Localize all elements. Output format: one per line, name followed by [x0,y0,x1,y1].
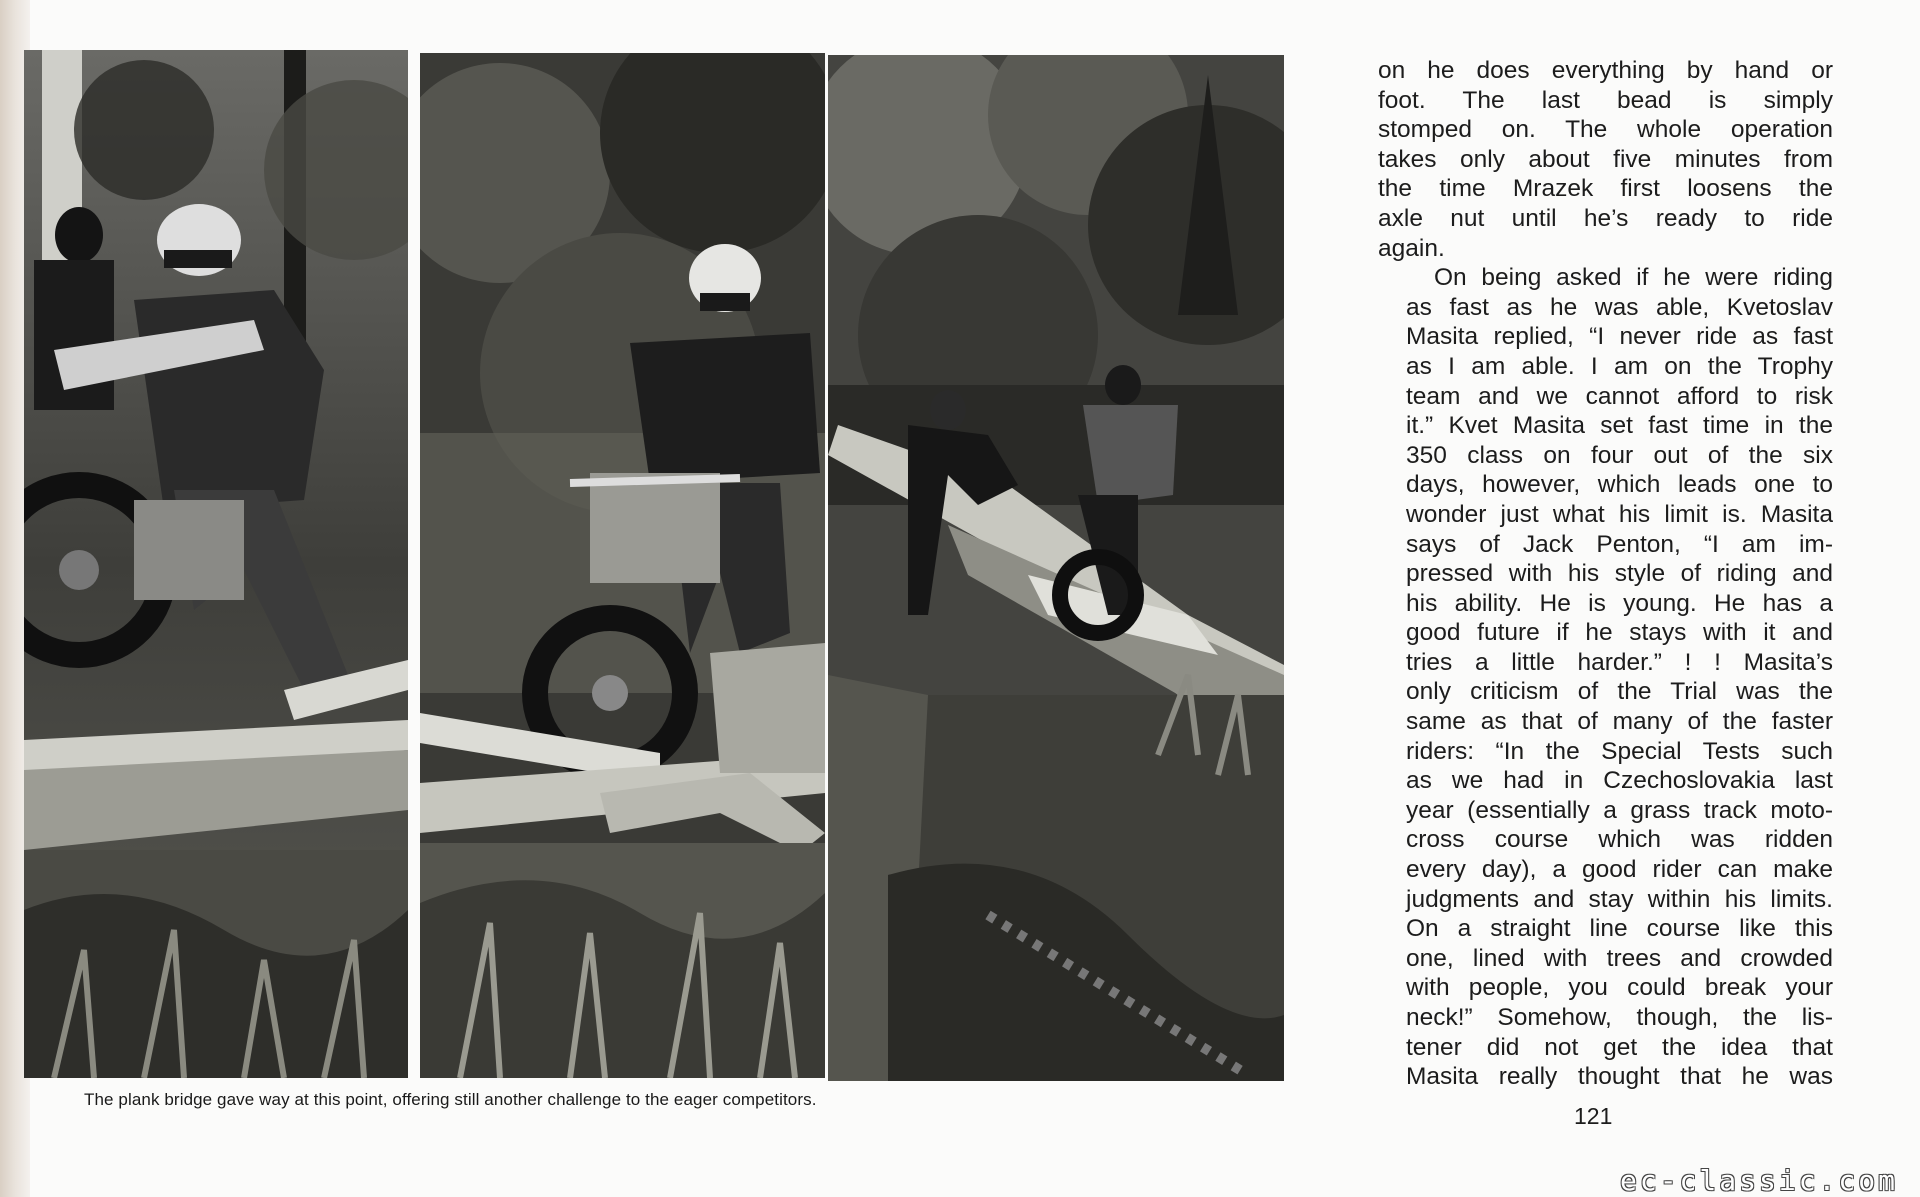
page-number: 121 [1574,1103,1613,1129]
article-paragraph-1 [1378,56,1833,263]
article-line: On a straight line course like this [1406,915,1833,943]
article-line: pressed with his style of riding and [1406,560,1833,588]
article-line: stomped on. The whole operation [1378,116,1833,144]
article-line: axle nut until he’s ready to ride [1378,204,1833,232]
article-line: his ability. He is young. He has a [1406,589,1833,617]
article-line: Masita really thought that he was [1406,1063,1833,1091]
article-line: every day), a good rider can make [1406,856,1833,884]
article-line: cross course which was ridden [1406,826,1833,854]
article-line: only criticism of the Trial was the [1406,678,1833,706]
article-line: days, however, which leads one to [1406,471,1833,499]
article-line: Masita replied, “I never ride as fast [1406,323,1833,351]
article-line: tener did not get the idea that [1406,1033,1833,1061]
photo-2-illustration [420,53,825,1078]
article-paragraph-2 [1378,263,1833,1092]
article-line: on he does everything by hand or [1378,57,1833,84]
article-text-column [1378,56,1833,1092]
photo-1-illustration [24,50,408,1078]
photo-caption: The plank bridge gave way at this point, offering still another challenge to the eager competitors. [84,1090,817,1109]
article-line: 350 class on four out of the six [1406,441,1833,469]
article-line: with people, you could break your [1406,974,1833,1002]
article-line: one, lined with trees and crowded [1406,944,1833,972]
article-line: judgments and stay within his limits. [1406,885,1833,913]
article-line: good future if he stays with it and [1406,619,1833,647]
article-line: riders: “In the Special Tests such [1406,737,1833,765]
article-line: the time Mrazek first loosens the [1378,175,1833,203]
article-line: tries a little harder.” ! ! Masita’s [1406,648,1833,676]
article-line: takes only about five minutes from [1378,145,1833,173]
article-line: says of Jack Penton, “I am im- [1406,530,1833,558]
photo-rider-on-plank-bridge [24,50,408,1078]
article-line: as fast as he was able, Kvetoslav [1406,293,1833,321]
article-line: year (essentially a grass track moto- [1406,796,1833,824]
article-line: it.” Kvet Masita set fast time in the [1406,412,1833,440]
article-line: neck!” Somehow, though, the lis- [1406,1004,1833,1031]
article-line: same as that of many of the faster [1406,708,1833,736]
article-line: as I am able. I am on the Trophy [1406,352,1833,380]
article-line: foot. The last bead is simply [1378,86,1833,114]
article-line: On being asked if he were riding [1434,264,1833,292]
article-line: wonder just what his limit is. Masita [1406,500,1833,528]
article-line: team and we cannot afford to risk [1406,382,1833,410]
article-line: again. [1378,234,1445,262]
article-line: as we had in Czechoslovakia last [1406,767,1833,795]
photo-rider-on-broken-planks [420,53,825,1078]
watermark-text: ec-classic.com [1619,1164,1898,1197]
photo-riders-on-boardwalk-forest [828,55,1284,1081]
photo-3-illustration [828,55,1284,1081]
